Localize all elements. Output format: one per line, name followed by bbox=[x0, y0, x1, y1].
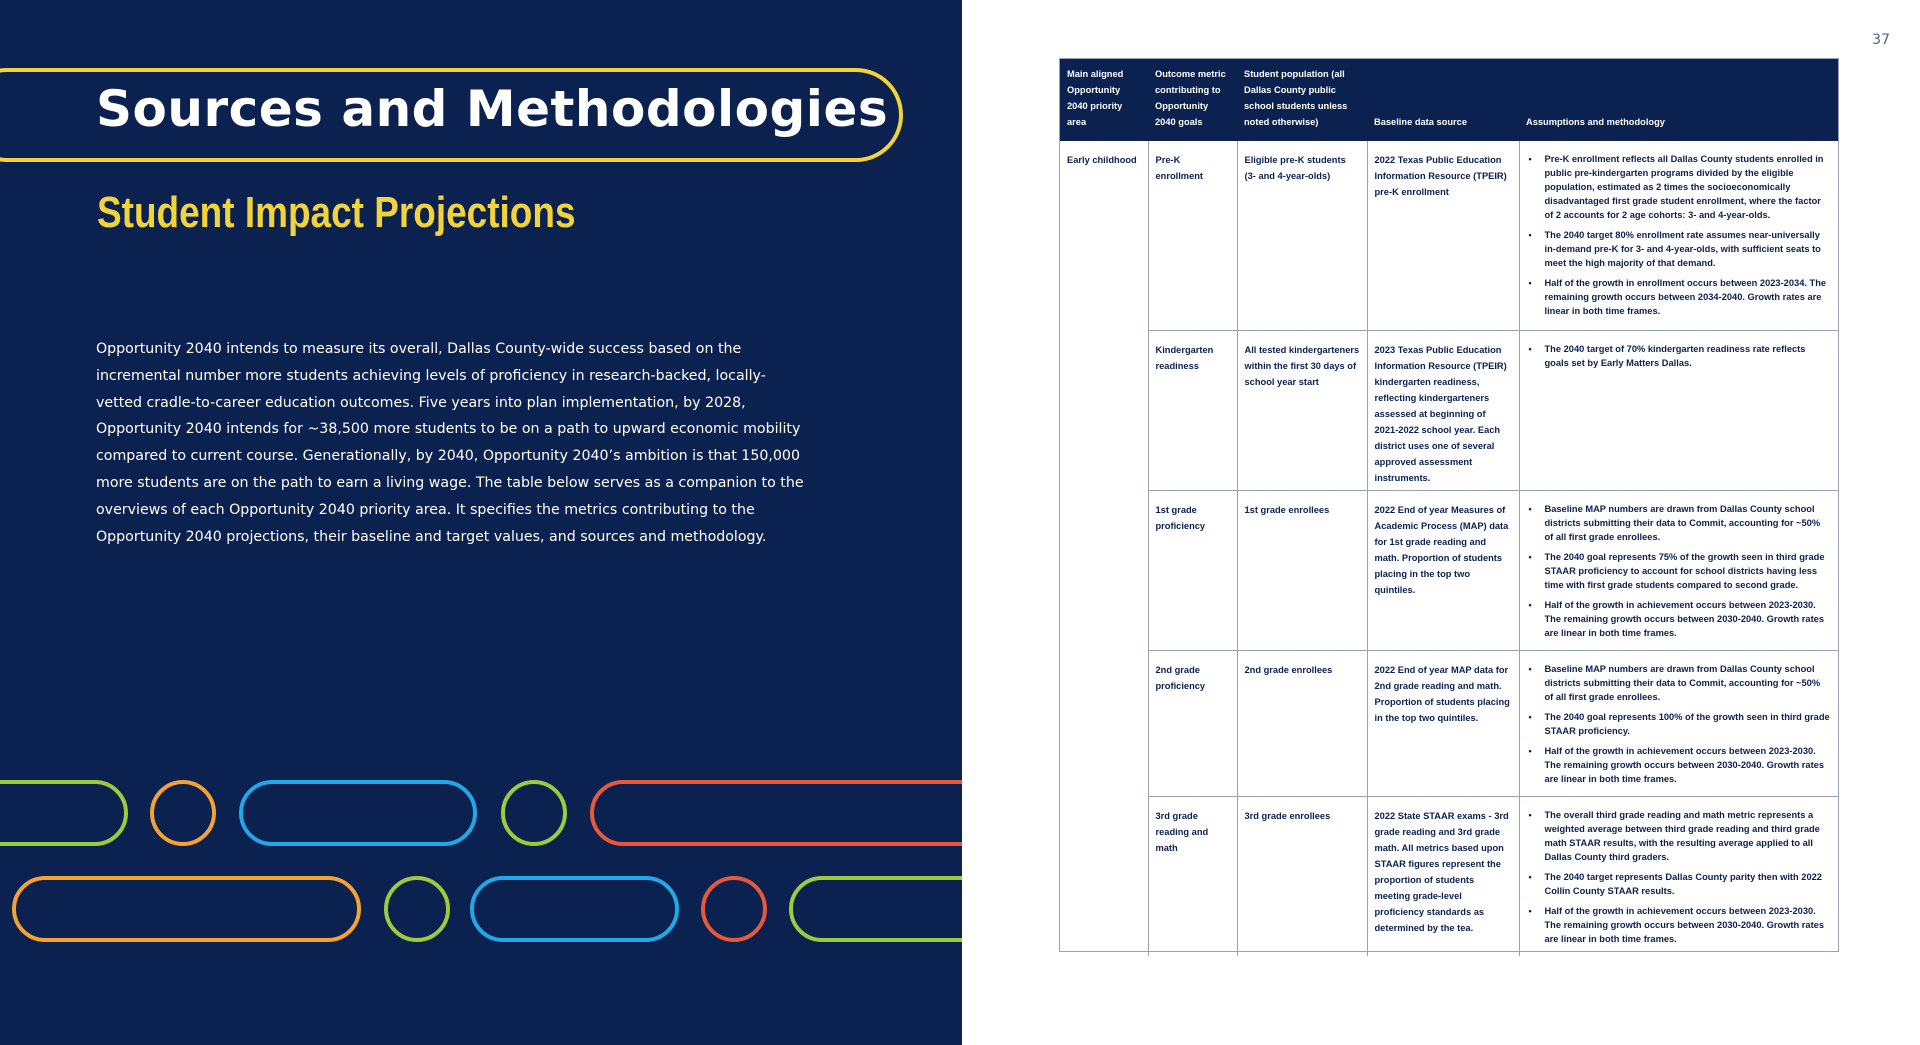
assumptions-list bbox=[1527, 502, 1832, 640]
deco-pill-red-1 bbox=[592, 782, 962, 844]
deco-pill-green-3 bbox=[791, 878, 962, 940]
methodology-table bbox=[1060, 59, 1838, 956]
population-cell: Eligible pre-K students (3- and 4-year-olds) bbox=[1237, 141, 1367, 330]
table-row bbox=[1060, 796, 1838, 956]
assumptions-list bbox=[1527, 342, 1832, 370]
population-cell: 1st grade enrollees bbox=[1237, 490, 1367, 650]
header-outcome-metric: Outcome metric contributing to Opportunity 2040 goals bbox=[1148, 59, 1237, 141]
deco-pill-blue-2 bbox=[472, 878, 677, 940]
table-row bbox=[1060, 650, 1838, 796]
assumptions-list bbox=[1527, 808, 1832, 946]
assumption-item: • The 2040 goal represents 100% of the growth seen in third grade STAAR proficiency. bbox=[1527, 710, 1832, 738]
assumption-item: • The 2040 target 80% enrollment rate assumes near-universally in-demand pre-K for 3- and 4-year-olds, with sufficient seats to meet the high majority of that demand. bbox=[1527, 228, 1832, 270]
assumption-item: • The 2040 goal represents 75% of the growth seen in third grade STAAR proficiency to account for school districts having less time with first grade students compared to second grade. bbox=[1527, 550, 1832, 592]
source-cell: 2022 End of year MAP data for 2nd grade reading and math. Proportion of students placing in the top two quintiles. bbox=[1367, 650, 1519, 796]
metric-cell: 1st grade proficiency bbox=[1148, 490, 1237, 650]
source-cell: 2022 End of year Measures of Academic Process (MAP) data for 1st grade reading and math. Proportion of students placing in the top two quintiles. bbox=[1367, 490, 1519, 650]
source-cell: 2022 State STAAR exams - 3rd grade reading and 3rd grade math. All metrics based upon STAAR figures represent the proportion of students meeting grade-level proficiency standards as determined by the tea. bbox=[1367, 796, 1519, 956]
intro-paragraph: Opportunity 2040 intends to measure its overall, Dallas County-wide success based on the incremental number more students achieving levels of proficiency in research-backed, locally-vetted cradle-to-career education outcomes. Five years into plan implementation, by 2028, Opportunity 2040 intends for ~38,500 more students to be on a path to upward economic mobility compared to current course. Generationally, by 2040, Opportunity 2040’s ambition is that 150,000 more students are on the path to earn a living wage. The table below serves as a companion to the overviews of each Opportunity 2040 priority area. It specifies the metrics contributing to the Opportunity 2040 projections, their baseline and target values, and sources and methodology. bbox=[96, 341, 804, 545]
deco-pill-green-1 bbox=[0, 782, 126, 844]
deco-circle-green-1 bbox=[503, 782, 565, 844]
deco-circle-red-2 bbox=[703, 878, 765, 940]
metric-cell: 3rd grade reading and math bbox=[1148, 796, 1237, 956]
metric-cell: 2nd grade proficiency bbox=[1148, 650, 1237, 796]
deco-pill-orange-2 bbox=[14, 878, 359, 940]
assumptions-cell bbox=[1519, 330, 1838, 490]
header-baseline-source: Baseline data source bbox=[1367, 59, 1519, 141]
header-priority-area: Main aligned Opportunity 2040 priority area bbox=[1060, 59, 1148, 141]
table-row bbox=[1060, 490, 1838, 650]
assumptions-cell bbox=[1519, 141, 1838, 330]
page-number: 37 bbox=[1872, 32, 1890, 48]
metric-cell: Pre-K enrollment bbox=[1148, 141, 1237, 330]
priority-area-cell: Early childhood bbox=[1060, 141, 1148, 956]
assumptions-list bbox=[1527, 152, 1832, 318]
assumptions-cell bbox=[1519, 796, 1838, 956]
assumptions-cell bbox=[1519, 650, 1838, 796]
assumption-item: • Half of the growth in achievement occurs between 2023-2030. The remaining growth occurs between 2030-2040. Growth rates are linear in both time frames. bbox=[1527, 598, 1832, 640]
table-row bbox=[1060, 141, 1838, 330]
table-header-row bbox=[1060, 59, 1838, 141]
assumption-item: • Half of the growth in achievement occurs between 2023-2030. The remaining growth occurs between 2030-2040. Growth rates are linear in both time frames. bbox=[1527, 904, 1832, 946]
assumptions-cell bbox=[1519, 490, 1838, 650]
assumption-item: • Half of the growth in enrollment occurs between 2023-2034. The remaining growth occurs between 2034-2040. Growth rates are linear in both time frames. bbox=[1527, 276, 1832, 318]
assumption-item: • The overall third grade reading and math metric represents a weighted average between third grade reading and third grade math STAAR results, with the resulting average applied to all Dallas County third graders. bbox=[1527, 808, 1832, 864]
population-cell: All tested kindergarteners within the first 30 days of school year start bbox=[1237, 330, 1367, 490]
source-cell: 2022 Texas Public Education Information Resource (TPEIR) pre-K enrollment bbox=[1367, 141, 1519, 330]
metric-cell: Kindergarten readiness bbox=[1148, 330, 1237, 490]
header-assumptions: Assumptions and methodology bbox=[1519, 59, 1838, 141]
population-cell: 3rd grade enrollees bbox=[1237, 796, 1367, 956]
population-cell: 2nd grade enrollees bbox=[1237, 650, 1367, 796]
assumption-item: • The 2040 target of 70% kindergarten readiness rate reflects goals set by Early Matters Dallas. bbox=[1527, 342, 1832, 370]
deco-pill-blue-1 bbox=[241, 782, 475, 844]
table-row bbox=[1060, 330, 1838, 490]
assumption-item: • Half of the growth in achievement occurs between 2023-2030. The remaining growth occurs between 2030-2040. Growth rates are linear in both time frames. bbox=[1527, 744, 1832, 786]
header-student-population: Student population (all Dallas County public school students unless noted otherwise) bbox=[1237, 59, 1367, 141]
assumption-item: • Pre-K enrollment reflects all Dallas County students enrolled in public pre-kindergarten programs divided by the eligible population, estimated as 2 times the socioeconomically disadvantaged first grade student enrollment, where the factor of 2 accounts for 2 age cohorts: 3- and 4-year-olds. bbox=[1527, 152, 1832, 222]
source-cell: 2023 Texas Public Education Information Resource (TPEIR) kindergarten readiness, reflecting kindergarteners assessed at beginning of 2021-2022 school year. Each district uses one of several approved assessment instruments. bbox=[1367, 330, 1519, 490]
methodology-table-container bbox=[1059, 58, 1839, 952]
assumption-item: • Baseline MAP numbers are drawn from Dallas County school districts submitting their data to Commit, accounting for ~50% of all first grade enrollees. bbox=[1527, 662, 1832, 704]
assumptions-list bbox=[1527, 662, 1832, 786]
page-subtitle: Student Impact Projections bbox=[97, 188, 576, 237]
assumption-item: • Baseline MAP numbers are drawn from Dallas County school districts submitting their data to Commit, accounting for ~50% of all first grade enrollees. bbox=[1527, 502, 1832, 544]
deco-circle-green-2 bbox=[386, 878, 448, 940]
deco-circle-orange-1 bbox=[152, 782, 214, 844]
page-title: Sources and Methodologies bbox=[96, 80, 889, 138]
assumption-item: • The 2040 target represents Dallas County parity then with 2022 Collin County STAAR results. bbox=[1527, 870, 1832, 898]
